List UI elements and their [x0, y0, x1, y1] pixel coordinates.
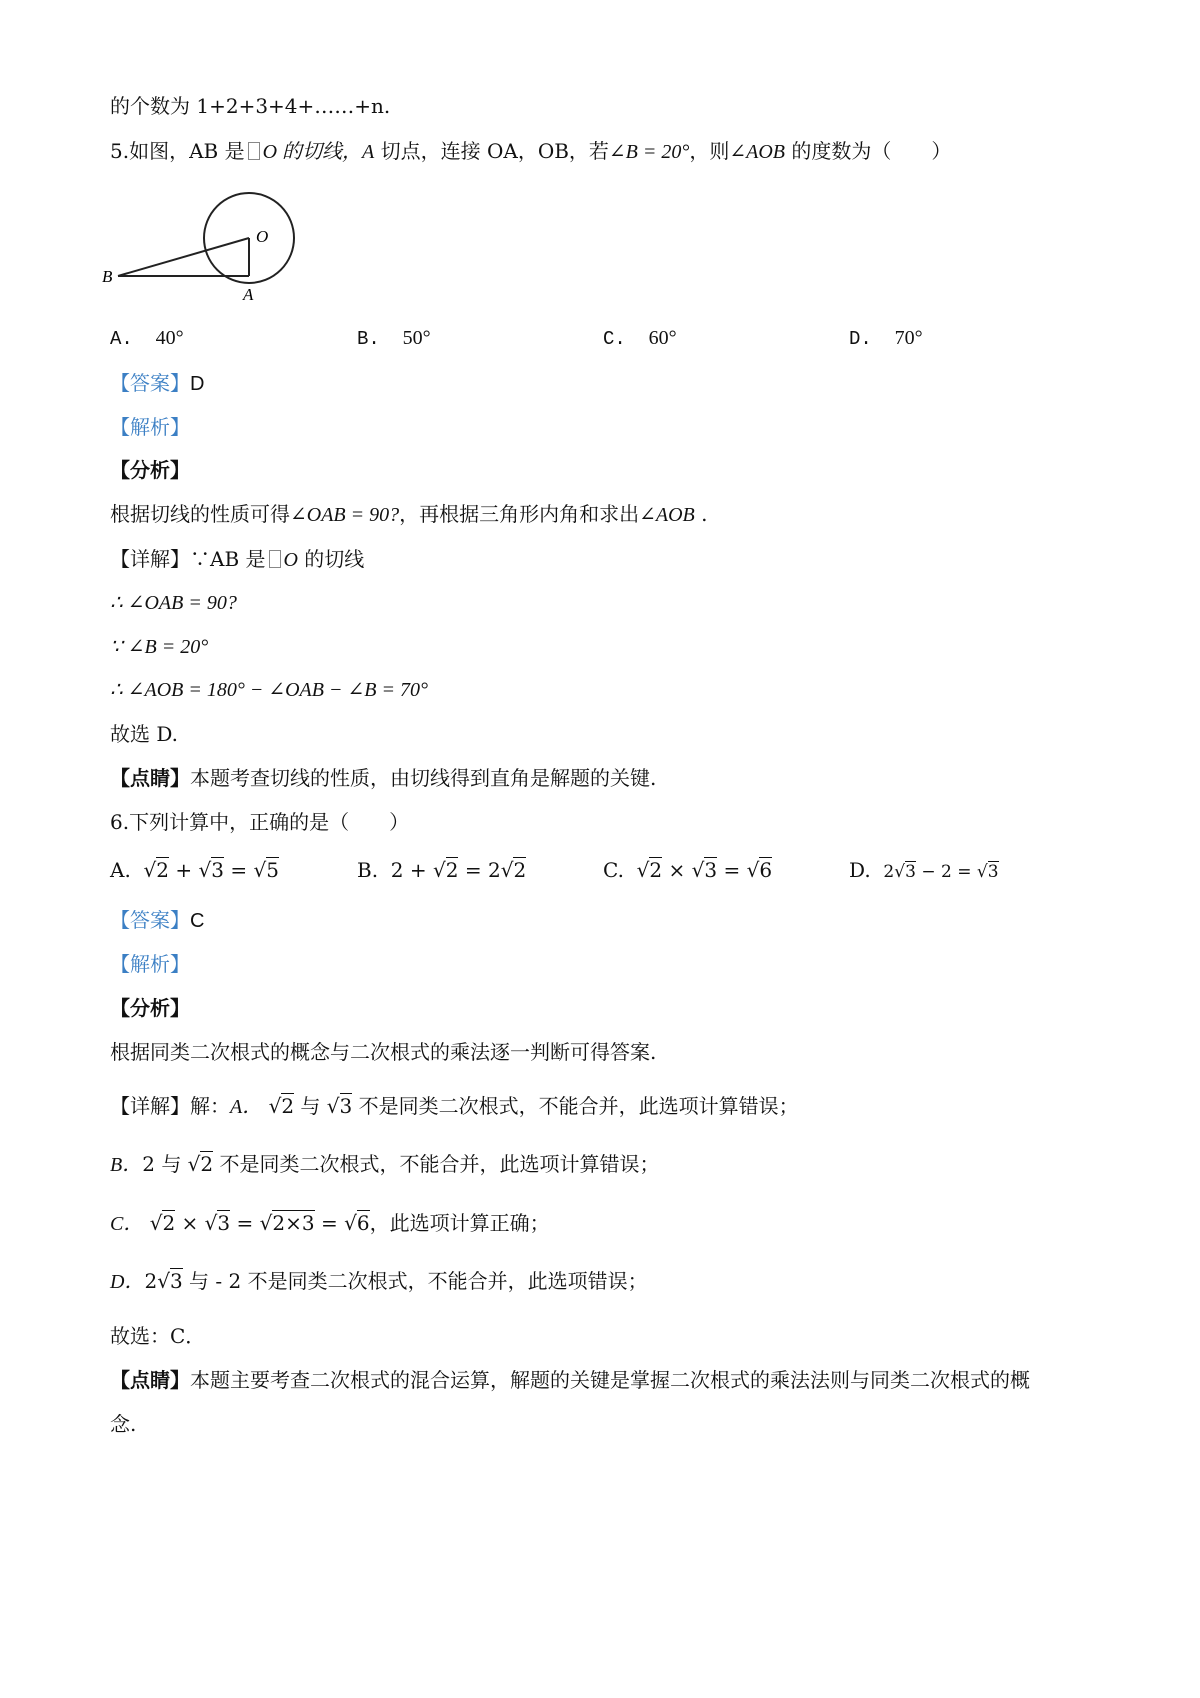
answer-label: 【答案】 — [110, 371, 190, 395]
carryover-line — [110, 92, 390, 120]
q6-analysis-head: 【分析】 — [110, 996, 190, 1020]
q5-comment: 【点睛】本题考查切线的性质，由切线得到直角是解题的关键. — [110, 766, 657, 790]
q6-option-b: B. 2 + √2 = 2√2 — [357, 858, 527, 882]
q5-choose: 故选 D. — [110, 722, 179, 746]
carryover-text: 的个数为 1+2+3+4+……+n. — [110, 94, 391, 118]
q5-mid2: 切点，连接 OA，OB，若 — [374, 139, 609, 163]
q6-analysis: 根据同类二次根式的概念与二次根式的乘法逐一判断可得答案. — [110, 1040, 657, 1064]
q5-angle-b: ∠B = 20° — [608, 141, 690, 163]
q5-option-a: A. 40° — [110, 327, 184, 350]
label-o: O — [256, 227, 269, 246]
q5-option-c: C. 60° — [603, 327, 677, 350]
missing-glyph-icon — [269, 550, 281, 568]
q5-analysis-head: 【分析】 — [110, 458, 190, 482]
segment-ob — [118, 238, 249, 276]
q5-step-3: ∴ ∠AOB = 180° − ∠OAB − ∠B = 70° — [110, 679, 428, 701]
q6-jiexi: 【解析】 — [110, 952, 190, 976]
question-5 — [110, 137, 951, 166]
q6-option-a: A. √2 + √3 = √5 — [110, 858, 279, 882]
q6-detail-d: D．2√3 与 - 2 不是同类二次根式，不能合并，此选项错误； — [110, 1269, 648, 1293]
q5-option-b: B. 50° — [357, 327, 431, 350]
q5-step-1: ∴ ∠OAB = 90? — [110, 592, 237, 614]
q6-option-d: D. 2√3 − 2 = √3 — [849, 858, 999, 882]
q6-detail-b: B．2 与 √2 不是同类二次根式，不能合并，此选项计算错误； — [110, 1152, 660, 1176]
q5-answer — [110, 369, 204, 398]
q6-answer: 【答案】C — [110, 908, 205, 932]
q6-detail-c: C． √2 × √3 = √2×3 = √6，此选项计算正确； — [110, 1211, 550, 1235]
q6-option-c: C. √2 × √3 = √6 — [603, 858, 773, 882]
q5-mid: O 的切线， — [262, 141, 363, 163]
q5-angle-aob: ∠AOB — [729, 141, 786, 163]
q5-analysis: 根据切线的性质可得∠OAB = 90?，再根据三角形内角和求出∠AOB . — [110, 502, 708, 526]
answer-value: D — [190, 373, 205, 395]
q6-comment: 【点睛】本题主要考查二次根式的混合运算，解题的关键是掌握二次根式的乘法法则与同类二次根式的概 — [110, 1368, 1030, 1392]
tangent-circle-figure — [100, 188, 330, 318]
missing-glyph-icon — [248, 142, 260, 160]
q6-comment-cont: 念. — [110, 1412, 137, 1436]
label-b: B — [102, 267, 113, 286]
q5-prefix: 5.如图，AB 是 — [110, 139, 245, 163]
question-6: 6.下列计算中，正确的是（ ） — [110, 810, 410, 834]
q6-choose: 故选：C． — [110, 1324, 206, 1348]
q5-option-d: D. 70° — [849, 327, 923, 350]
q6-detail-a: 【详解】解：A． √2 与 √3 不是同类二次根式，不能合并，此选项计算错误； — [110, 1094, 799, 1118]
label-a: A — [243, 285, 254, 304]
q5-suffix: 的度数为（ ） — [785, 139, 952, 163]
q5-point-a: A — [362, 141, 375, 163]
q5-detail-head: 【详解】∵AB 是 O 的切线 — [110, 547, 365, 571]
q5-mid3: ，则 — [689, 139, 730, 163]
q5-step-2: ∵ ∠B = 20° — [110, 636, 209, 658]
q5-jiexi: 【解析】 — [110, 415, 190, 439]
